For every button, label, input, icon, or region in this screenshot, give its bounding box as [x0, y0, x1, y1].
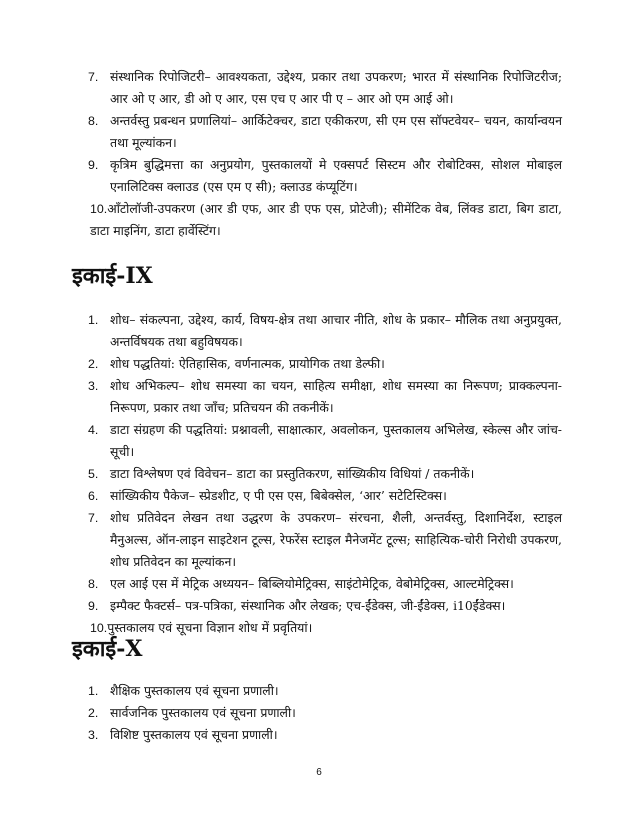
item-text: अन्तर्वस्तु प्रबन्धन प्रणालियां– आर्किटेक्चर, डाटा एकीकरण, सी एम एस सॉफ्टवेयर– चयन, कार्यान्वयन तथा मूल्यांकन। [110, 113, 562, 150]
item-text: एल आई एस में मेट्रिक अध्ययन– बिब्लियोमेट्रिक्स, साइंटोमेट्रिक, वेबोमेट्रिक्स, आल्टमेट्रिक्स। [110, 576, 514, 591]
item-text: संस्थानिक रिपोजिटरी– आवश्यकता, उद्देश्य, प्रकार तथा उपकरण; भारत में संस्थानिक रिपोजिटरीज; आर ओ ए आर, डी ओ ए आर, एस एच ए आर पी ए – आर ओ एम आई ओ। [110, 69, 562, 106]
item-number: 6. [88, 489, 99, 503]
unit-ix-list [88, 309, 562, 639]
unit-ix-heading: इकाई-IX [72, 263, 153, 289]
item-number: 2. [88, 706, 99, 720]
item-text: शोध अभिकल्प– शोध समस्या का चयन, साहित्य समीक्षा, शोध समस्या का निरूपण; प्राक्कल्पना-निरूपण, प्रकार तथा जाँच; प्रतिचयन की तकनीकें। [110, 378, 562, 415]
list-item [88, 724, 562, 746]
item-number: 10. [90, 621, 108, 635]
item-text: कृत्रिम बुद्धिमत्ता का अनुप्रयोग, पुस्तकालयों मे एक्सपर्ट सिस्टम और रोबोटिक्स, सोशल मोबाइल एनालिटिक्स क्लाउड (एस एम ए सी); क्लाउड कंप्यूटिंग। [110, 157, 562, 194]
list-item [88, 617, 562, 639]
item-text: डाटा विश्लेषण एवं विवेचन– डाटा का प्रस्तुतिकरण, सांख्यिकीय विधियां / तकनीकें। [110, 466, 475, 481]
item-number: 8. [88, 114, 99, 128]
item-text: सार्वजनिक पुस्तकालय एवं सूचना प्रणाली। [110, 705, 296, 720]
item-number: 3. [88, 728, 99, 742]
item-number: 9. [88, 158, 99, 172]
item-number: 3. [88, 379, 99, 393]
item-number: 1. [88, 684, 99, 698]
item-number: 8. [88, 577, 99, 591]
item-number: 10. [90, 202, 108, 216]
list-item [88, 595, 562, 617]
item-number: 1. [88, 313, 99, 327]
item-text: शैक्षिक पुस्तकालय एवं सूचना प्रणाली। [110, 683, 279, 698]
list-item [88, 419, 562, 463]
item-text: इम्पैक्ट फैक्टर्स– पत्र-पत्रिका, संस्थानिक और लेखक; एच-ईंडेक्स, जी-ईंडेक्स, i10ईंडेक्स। [110, 598, 506, 613]
list-item [88, 353, 562, 375]
item-number: 5. [88, 467, 99, 481]
list-item [88, 375, 562, 419]
item-text: विशिष्ट पुस्तकालय एवं सूचना प्रणाली। [110, 727, 278, 742]
item-text: ऑंटोलॉजी-उपकरण (आर डी एफ, आर डी एफ एस, प्रोटेजी); सीमेंटिक वेब, लिंक्ड डाटा, बिग डाटा, डाटा माइनिंग, डाटा हार्वेस्टिंग। [90, 201, 562, 238]
unit-x-heading: इकाई-X [72, 636, 143, 662]
list-item [88, 680, 562, 702]
list-item [88, 198, 562, 242]
item-text: शोध पद्धतियां: ऐतिहासिक, वर्णनात्मक, प्रायोगिक तथा डेल्फी। [110, 356, 385, 371]
item-number: 2. [88, 357, 99, 371]
item-number: 4. [88, 423, 99, 437]
item-text: पुस्तकालय एवं सूचना विज्ञान शोध में प्रवृतियां। [107, 620, 313, 635]
item-number: 7. [88, 511, 99, 525]
list-item [88, 154, 562, 198]
list-item [88, 463, 562, 485]
page-number: 6 [316, 767, 322, 778]
item-text: शोध प्रतिवेदन लेखन तथा उद्धरण के उपकरण– संरचना, शैली, अन्तर्वस्तु, दिशानिर्देश, स्टाइल मैनुअल्स, ऑन-लाइन साइटेशन टूल्स, रेफरेंस स्टाइल मैनेजमेंट टूल्स; साहित्यिक-चोरी निरोधी उपकरण, शोध प्रतिवेदन का मूल्यांकन। [110, 510, 562, 569]
unit-x-list [88, 680, 562, 746]
list-item [88, 485, 562, 507]
list-item [88, 507, 562, 573]
list-item [88, 702, 562, 724]
list-item [88, 309, 562, 353]
item-number: 7. [88, 70, 99, 84]
list-item [88, 110, 562, 154]
item-text: डाटा संग्रहण की पद्धतियां: प्रश्नावली, साक्षात्कार, अवलोकन, पुस्तकालय अभिलेख, स्केल्स और जांच-सूची। [110, 422, 562, 459]
list-item [88, 66, 562, 110]
item-number: 9. [88, 599, 99, 613]
item-text: सांख्यिकीय पैकेज– स्प्रेडशीट, ए पी एस एस, बिबेक्सेल, ‘आर’ सटेटिस्टिक्स। [110, 488, 447, 503]
list-item [88, 573, 562, 595]
unit-viii-continued-list [88, 66, 562, 242]
item-text: शोध– संकल्पना, उद्देश्य, कार्य, विषय-क्षेत्र तथा आचार नीति, शोध के प्रकार– मौलिक तथा अनुप्रयुक्त, अन्तर्विषयक तथा बहुविषयक। [110, 312, 562, 349]
